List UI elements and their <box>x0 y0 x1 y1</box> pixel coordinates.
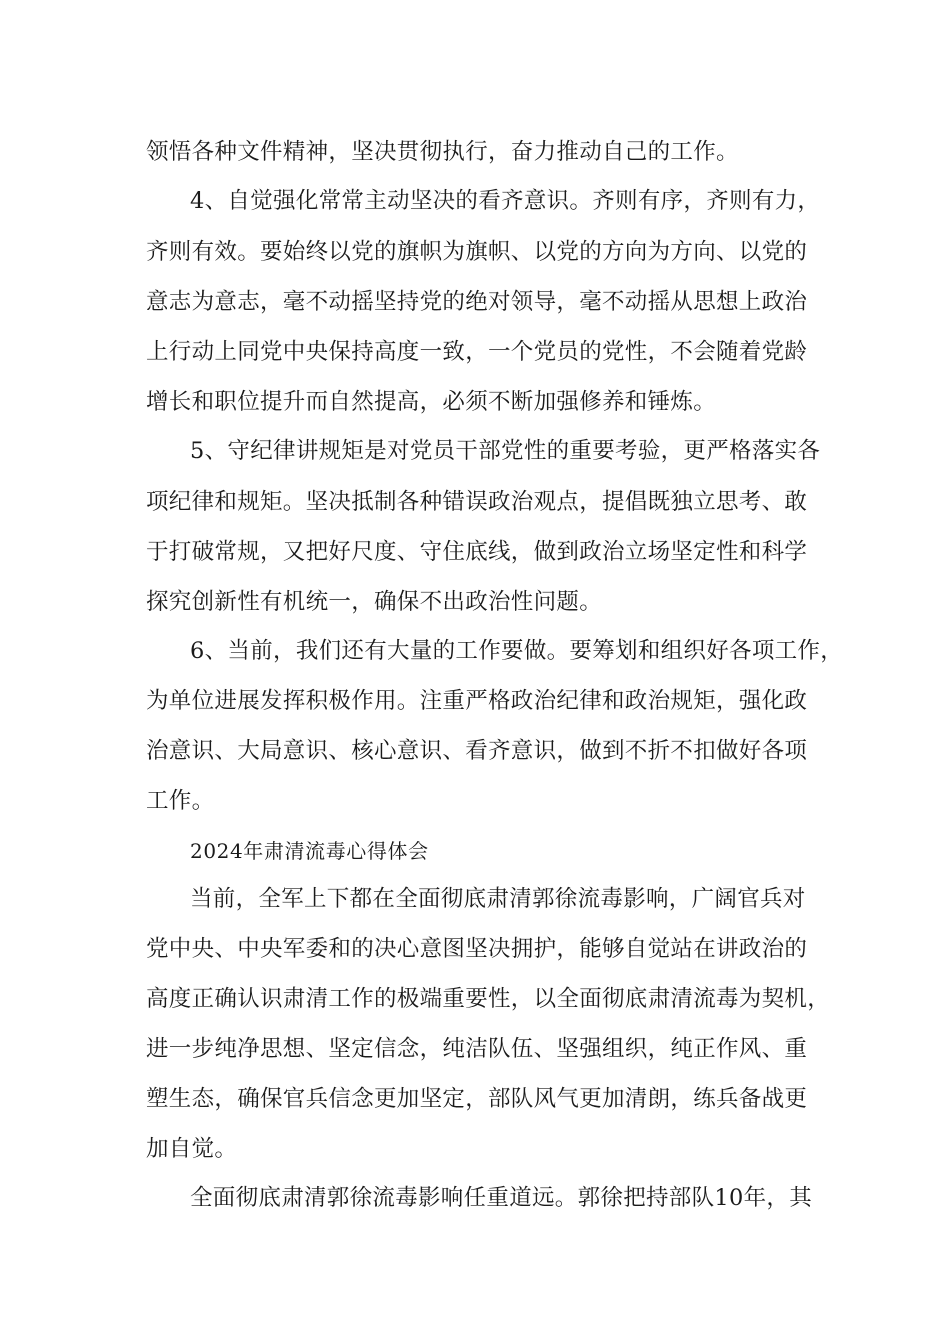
paragraph-line: 6、当前，我们还有大量的工作要做。要筹划和组织好各项工作， <box>190 638 844 664</box>
paragraph-line: 于打破常规，又把好尺度、守住底线，做到政治立场坚定性和科学 <box>146 539 808 565</box>
paragraph-line: 领悟各种文件精神，坚决贯彻执行，奋力推动自己的工作。 <box>146 139 739 165</box>
paragraph-line: 意志为意志，毫不动摇坚持党的绝对领导，毫不动摇从思想上政治 <box>146 289 808 315</box>
paragraph-line: 工作。 <box>146 788 215 814</box>
section-title: 2024年肃清流毒心得体会 <box>190 839 429 863</box>
paragraph-line: 党中央、中央军委和的决心意图坚决拥护，能够自觉站在讲政治的 <box>146 936 808 962</box>
paragraph-line: 全面彻底肃清郭徐流毒影响任重道远。郭徐把持部队10年，其 <box>190 1185 813 1211</box>
paragraph-line: 当前，全军上下都在全面彻底肃清郭徐流毒影响，广阔官兵对 <box>190 886 806 912</box>
paragraph-line: 探究创新性有机统一，确保不出政治性问题。 <box>146 589 603 615</box>
paragraph-line: 加自觉。 <box>146 1136 238 1162</box>
paragraph-line: 齐则有效。要始终以党的旗帜为旗帜、以党的方向为方向、以党的 <box>146 239 808 265</box>
paragraph-line: 4、自觉强化常常主动坚决的看齐意识。齐则有序，齐则有力， <box>190 188 821 214</box>
paragraph-line: 为单位进展发挥积极作用。注重严格政治纪律和政治规矩，强化政 <box>146 688 808 714</box>
paragraph-line: 增长和职位提升而自然提高，必须不断加强修养和锤炼。 <box>146 389 717 415</box>
paragraph-line: 高度正确认识肃清工作的极端重要性，以全面彻底肃清流毒为契机， <box>146 986 831 1012</box>
paragraph-line: 进一步纯净思想、坚定信念，纯洁队伍、坚强组织，纯正作风、重 <box>146 1036 808 1062</box>
paragraph-line: 治意识、大局意识、核心意识、看齐意识，做到不折不扣做好各项 <box>146 738 808 764</box>
paragraph-line: 塑生态，确保官兵信念更加坚定，部队风气更加清朗，练兵备战更 <box>146 1086 808 1112</box>
paragraph-line: 5、守纪律讲规矩是对党员干部党性的重要考验，更严格落实各 <box>190 438 821 464</box>
paragraph-line: 项纪律和规矩。坚决抵制各种错误政治观点，提倡既独立思考、敢 <box>146 489 808 515</box>
paragraph-line: 上行动上同党中央保持高度一致，一个党员的党性，不会随着党龄 <box>146 339 808 365</box>
